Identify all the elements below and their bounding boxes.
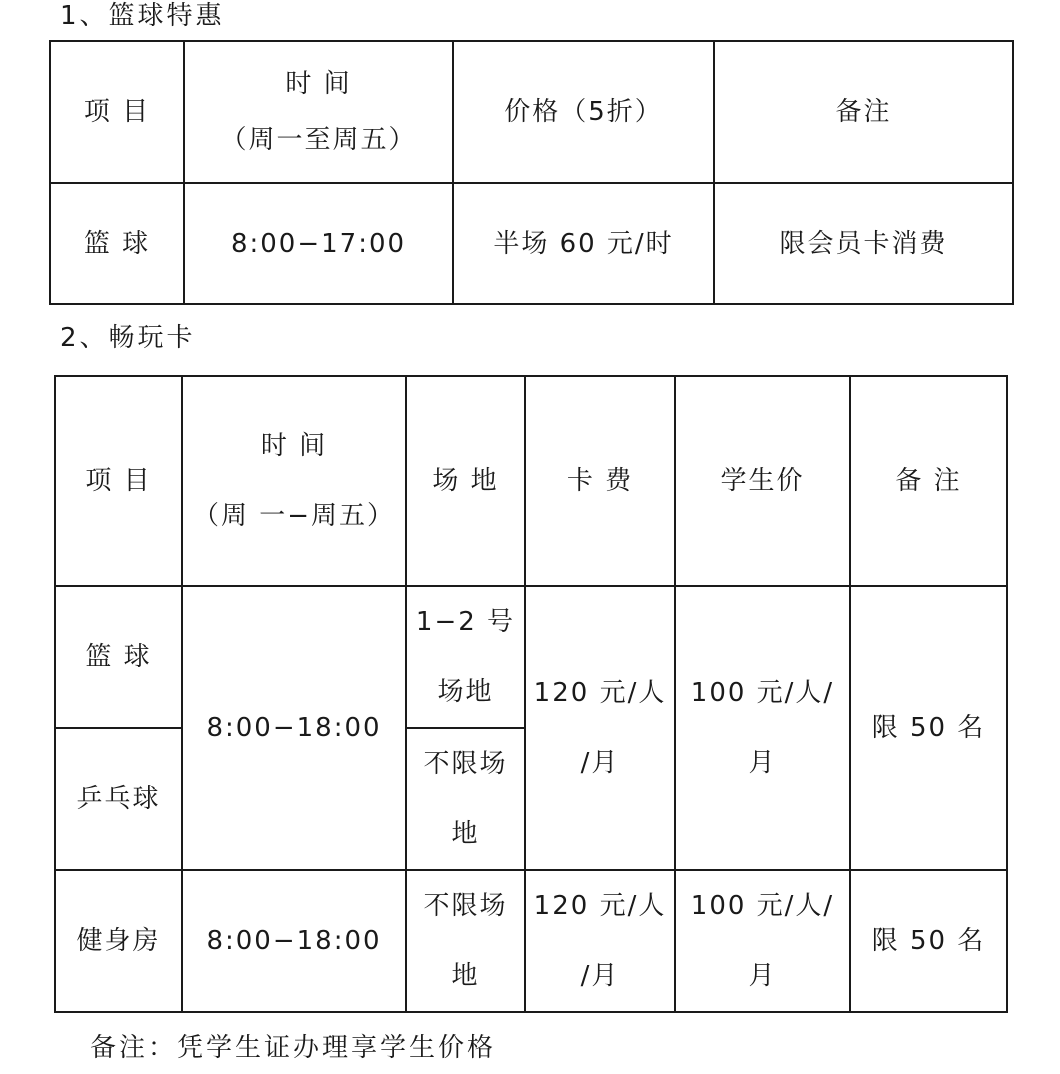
venue-line1: 1−2 号 xyxy=(415,607,516,637)
cell-item-gym: 健身房 xyxy=(55,870,182,1012)
header-item: 项 目 xyxy=(50,41,184,183)
header-remark: 备注 xyxy=(714,41,1013,183)
cell-time: 8:00−17:00 xyxy=(184,183,453,304)
card-fee-line2: /月 xyxy=(580,748,620,778)
cell-item-pingpong: 乒乓球 xyxy=(55,728,182,870)
table-row xyxy=(55,586,1007,728)
cell-venue-gym xyxy=(406,870,525,1012)
header-time-line2: （周一至周五） xyxy=(220,125,417,155)
venue-line2: 地 xyxy=(451,961,480,991)
header-student-price: 学生价 xyxy=(675,376,850,586)
venue-line2: 场地 xyxy=(437,677,494,707)
header-time-line1: 时 间 xyxy=(260,431,328,461)
section1-heading: 1、篮球特惠 xyxy=(60,1,225,31)
cell-remark: 限会员卡消费 xyxy=(714,183,1013,304)
table-header-row xyxy=(55,376,1007,586)
header-time xyxy=(182,376,406,586)
cell-card-fee-shared xyxy=(525,586,675,870)
cell-venue-basketball xyxy=(406,586,525,728)
student-price-line2: 月 xyxy=(748,961,777,991)
student-price-line1: 100 元/人/ xyxy=(690,891,835,921)
card-fee-line1: 120 元/人 xyxy=(533,891,667,921)
card-fee-line1: 120 元/人 xyxy=(533,678,667,708)
footnote: 备注：凭学生证办理享学生价格 xyxy=(90,1033,497,1063)
card-fee-line2: /月 xyxy=(580,961,620,991)
venue-line2: 地 xyxy=(451,819,480,849)
section2-heading: 2、畅玩卡 xyxy=(60,323,196,353)
table-row xyxy=(55,870,1007,1012)
basketball-offer-table xyxy=(49,40,1014,305)
student-price-line2: 月 xyxy=(748,748,777,778)
header-remark: 备 注 xyxy=(850,376,1007,586)
play-card-table xyxy=(54,375,1008,1013)
cell-item: 篮 球 xyxy=(50,183,184,304)
header-time xyxy=(184,41,453,183)
cell-remark-shared: 限 50 名 xyxy=(850,586,1007,870)
header-price: 价格（5折） xyxy=(453,41,714,183)
table-row xyxy=(50,183,1013,304)
cell-time-gym: 8:00−18:00 xyxy=(182,870,406,1012)
cell-venue-pingpong xyxy=(406,728,525,870)
header-venue: 场 地 xyxy=(406,376,525,586)
cell-student-price-gym xyxy=(675,870,850,1012)
cell-item-basketball: 篮 球 xyxy=(55,586,182,728)
cell-price: 半场 60 元/时 xyxy=(453,183,714,304)
cell-time-shared: 8:00−18:00 xyxy=(182,586,406,870)
cell-card-fee-gym xyxy=(525,870,675,1012)
venue-line1: 不限场 xyxy=(423,749,508,779)
table-header-row xyxy=(50,41,1013,183)
header-time-line1: 时 间 xyxy=(285,69,352,99)
header-card-fee: 卡 费 xyxy=(525,376,675,586)
header-item: 项 目 xyxy=(55,376,182,586)
cell-remark-gym: 限 50 名 xyxy=(850,870,1007,1012)
cell-student-price-shared xyxy=(675,586,850,870)
student-price-line1: 100 元/人/ xyxy=(690,678,835,708)
header-time-line2: （周 一−周五） xyxy=(192,501,396,531)
venue-line1: 不限场 xyxy=(423,891,508,921)
